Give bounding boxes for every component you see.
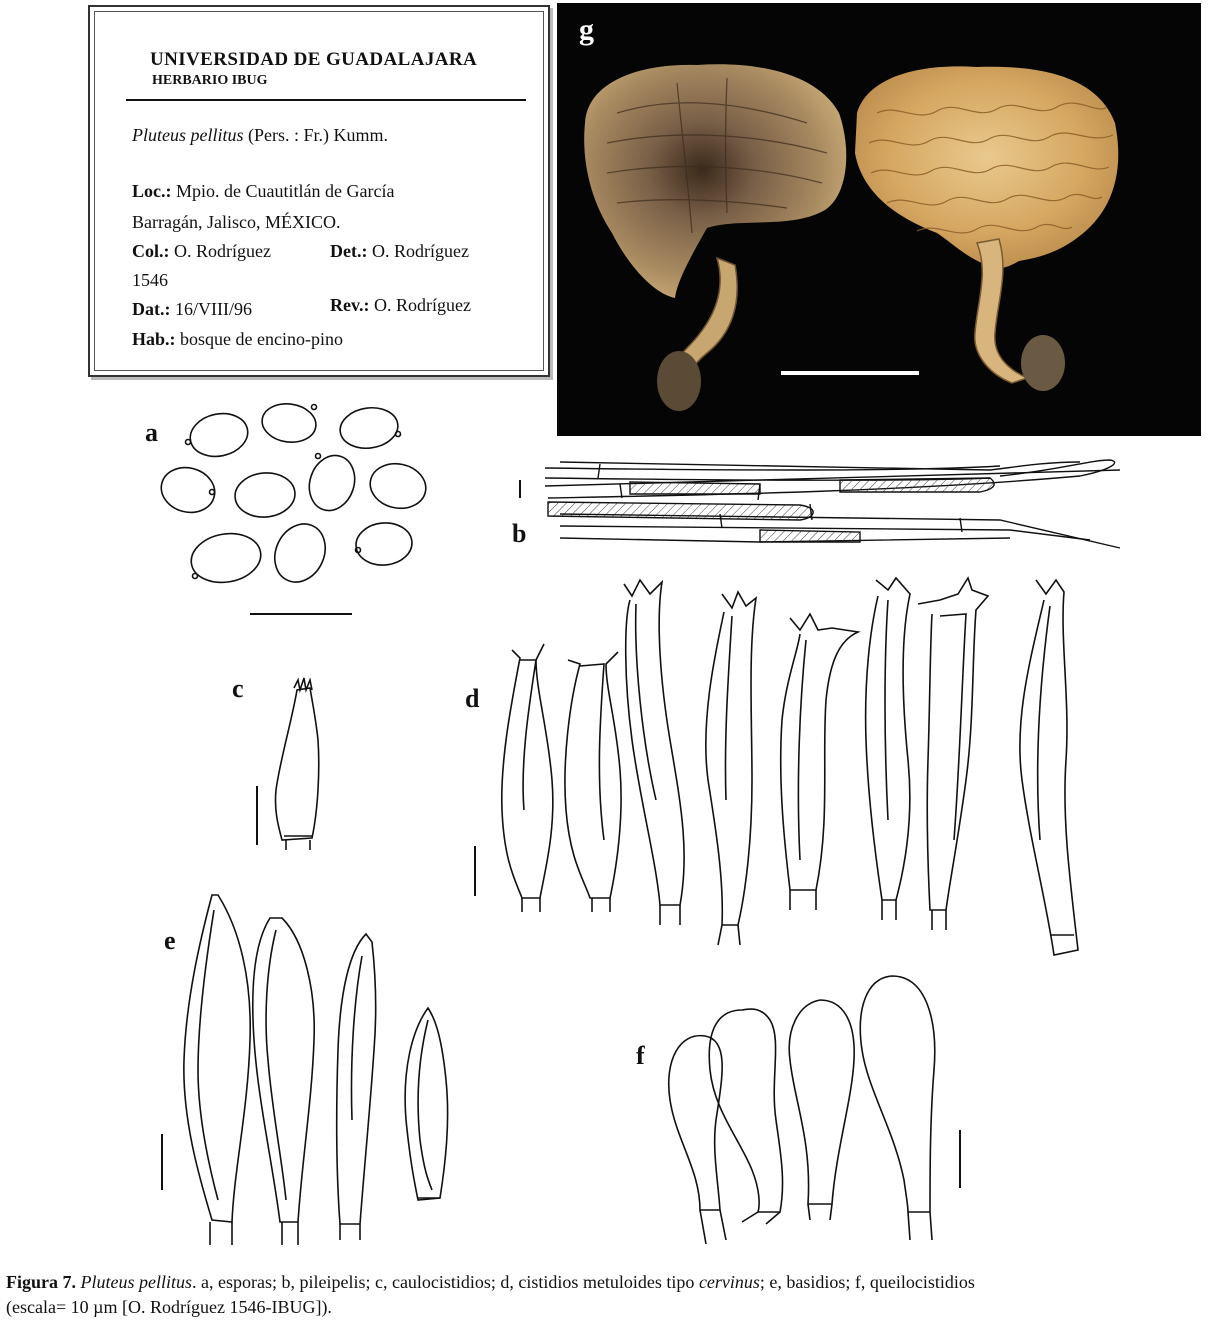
spore bbox=[187, 528, 264, 587]
loc-key: Loc.: bbox=[132, 181, 172, 201]
caption-line-2: (escala= 10 µm [O. Rodríguez 1546-IBUG]). bbox=[6, 1297, 332, 1317]
metuloid-cystidium bbox=[624, 580, 684, 925]
dat-key: Dat.: bbox=[132, 299, 171, 319]
panel-label-e: e bbox=[164, 926, 176, 955]
spores-group bbox=[156, 400, 430, 614]
figure-number: Figura 7. bbox=[6, 1272, 76, 1292]
metuloid-cystidium bbox=[502, 644, 553, 912]
caption-text-1: . a, esporas; b, pileipelis; c, caulocistidios; d, cistidios metuloides tipo bbox=[192, 1272, 699, 1292]
metuloid-cystidium bbox=[706, 592, 756, 945]
pileipelis-group bbox=[520, 460, 1120, 548]
metuloid-cystidium bbox=[565, 652, 621, 912]
caption-cervinus: cervinus bbox=[698, 1272, 760, 1292]
metuloid-cystidia-group bbox=[475, 578, 1078, 955]
species-authority: (Pers. : Fr.) Kumm. bbox=[248, 125, 389, 145]
basidium bbox=[253, 918, 314, 1245]
caulocystidium bbox=[257, 678, 319, 850]
caption-text-2: ; e, basidios; f, queilocistidios bbox=[759, 1272, 975, 1292]
metuloid-cystidium bbox=[781, 614, 858, 910]
det-value: O. Rodríguez bbox=[371, 241, 469, 261]
panel-label-d: d bbox=[465, 684, 480, 713]
loc-value-1: Mpio. de Cuautitlán de García bbox=[176, 181, 395, 201]
rev-key: Rev.: bbox=[330, 295, 370, 315]
spore bbox=[260, 400, 319, 445]
panel-label-c: c bbox=[232, 674, 244, 703]
spore bbox=[337, 404, 400, 452]
metuloid-cystidium bbox=[866, 578, 910, 920]
spore bbox=[186, 408, 251, 461]
det-key: Det.: bbox=[330, 241, 368, 261]
spore bbox=[302, 450, 361, 517]
hab-value: bosque de encino-pino bbox=[180, 329, 343, 349]
rev-value: O. Rodríguez bbox=[374, 295, 471, 315]
herbarium-name: HERBARIO IBUG bbox=[152, 73, 268, 88]
dat-value: 16/VIII/96 bbox=[175, 299, 252, 319]
panel-label-a: a bbox=[145, 418, 158, 447]
caption-line-1 bbox=[6, 1270, 1206, 1295]
cheilocystidium bbox=[860, 976, 934, 1240]
institution-name: UNIVERSIDAD DE GUADALAJARA bbox=[150, 49, 478, 70]
metuloid-cystidium bbox=[1020, 580, 1078, 955]
loc-value-2: Barragán, Jalisco, MÉXICO. bbox=[132, 212, 341, 232]
spore bbox=[354, 521, 413, 568]
cheilocystidium bbox=[789, 1000, 854, 1220]
species-name: Pluteus pellitus bbox=[132, 125, 244, 145]
spore bbox=[266, 516, 335, 591]
panel-label-b: b bbox=[512, 519, 527, 548]
col-value: O. Rodríguez bbox=[174, 241, 271, 261]
basidium bbox=[337, 934, 376, 1240]
spore bbox=[366, 459, 430, 514]
basidium bbox=[405, 1008, 447, 1200]
caption-species: Pluteus pellitus bbox=[80, 1272, 192, 1292]
cheilocystidium bbox=[669, 1036, 726, 1244]
panel-label-g: g bbox=[579, 13, 594, 46]
figure-caption bbox=[6, 1270, 1206, 1320]
basidia-group bbox=[162, 895, 448, 1245]
hab-key: Hab.: bbox=[132, 329, 176, 349]
col-key: Col.: bbox=[132, 241, 170, 261]
metuloid-cystidium bbox=[918, 578, 988, 930]
panel-label-f: f bbox=[636, 1041, 645, 1070]
spore bbox=[233, 470, 297, 519]
basidium bbox=[184, 895, 250, 1245]
cheilocystidia-group bbox=[669, 976, 960, 1244]
cheilocystidium bbox=[709, 1009, 782, 1224]
collection-number: 1546 bbox=[132, 270, 168, 290]
